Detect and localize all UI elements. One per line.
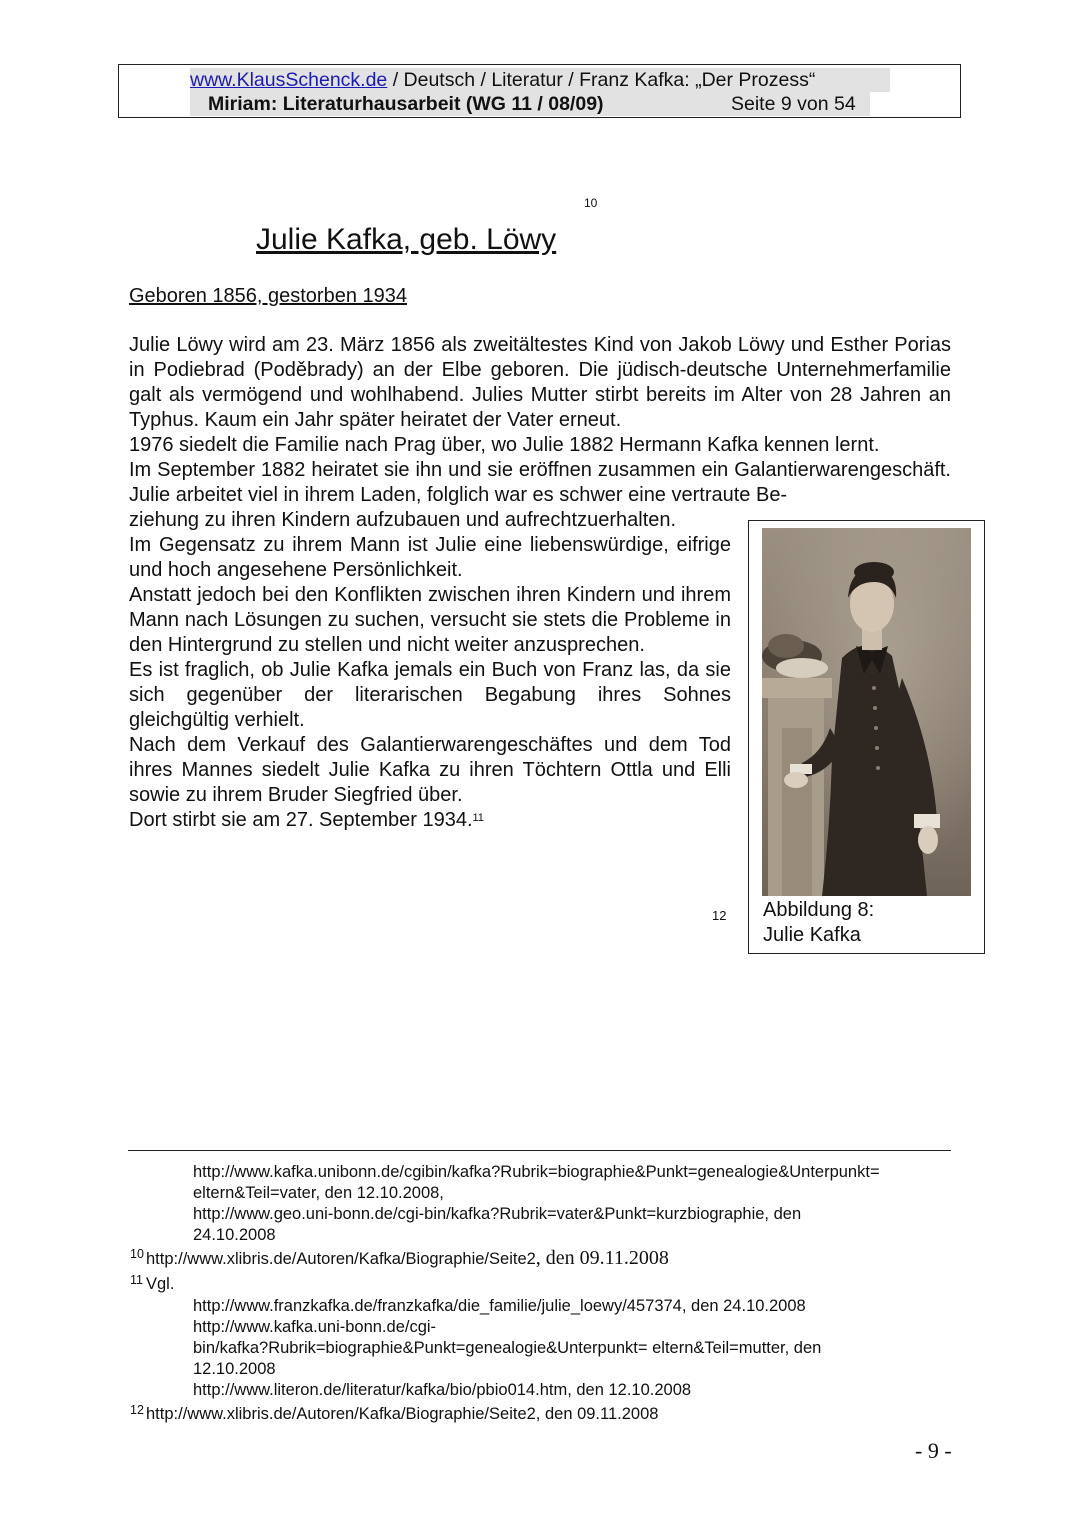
paragraph-7: Nach dem Verkauf des Galantierwarengeschäftes und dem Tod ihres Mannes siedelt Julie Kafka zu ihren Töchtern Ottla und Elli sowie zu ihrem Bruder Siegfried über. [129, 734, 731, 806]
footnote-11-line-4: 12.10.2008 [193, 1360, 276, 1378]
paragraph-2: 1976 siedelt die Familie nach Prag über, wo Julie 1882 Hermann Kafka kennen lernt. [129, 434, 880, 456]
footnote-10-date: , den 09.11.2008 [535, 1247, 669, 1269]
paragraph-1: Julie Löwy wird am 23. März 1856 als zweitältestes Kind von Jakob Löwy und Esther Porias in Podiebrad (Poděbrady) an der Elbe geboren. Die jüdisch-deutsche Unternehmerfamilie galt als vermögend und wohlhabend. Julies Mutter stirbt bereits im Alter von 28 Jahren an Typhus. Kaum ein Jahr später heiratet der Vater erneut. [129, 334, 951, 431]
section-subtitle: Geboren 1856, gestorben 1934 [129, 285, 407, 307]
project-title: Miriam: Literaturhausarbeit (WG 11 / 08/09) [208, 93, 604, 115]
site-link[interactable]: www.KlausSchenck.de [190, 69, 388, 91]
footnote-number-11: 11 [130, 1273, 143, 1287]
paragraph-8 [129, 808, 731, 833]
paragraph-6: Es ist fraglich, ob Julie Kafka jemals ein Buch von Franz las, da sie sich gegenüber der literarischen Begabung ihres Sohnes gleichgültig verhielt. [129, 659, 731, 731]
footnote-cont-line-1: http://www.kafka.unibonn.de/cgibin/kafka?Rubrik=biographie&Punkt=genealogie&Unterpunkt= [193, 1163, 880, 1181]
title-footnote-ref[interactable]: 10 [584, 196, 598, 210]
figure-footnote-ref[interactable]: 12 [712, 908, 727, 923]
footnote-cont-line-4: 24.10.2008 [193, 1226, 276, 1244]
portrait-illustration [762, 528, 971, 896]
page-info: Seite 9 von 54 [731, 93, 856, 115]
footnote-cont-line-3: http://www.geo.uni-bonn.de/cgi-bin/kafka?Rubrik=vater&Punkt=kurzbiographie, den [193, 1205, 802, 1223]
header-line-1 [190, 68, 890, 92]
page-title: Julie Kafka, geb. Löwy [256, 223, 557, 256]
footnote-number-12: 12 [130, 1403, 144, 1417]
paragraph-5: Anstatt jedoch bei den Konflikten zwischen ihren Kindern und ihrem Mann nach Lösungen zu suchen, versucht sie stets die Probleme in den Hintergrund zu stellen und nicht weiter anzusprechen. [129, 584, 731, 656]
paragraph-3b: ziehung zu ihren Kindern aufzubauen und aufrechtzuerhalten. [129, 509, 677, 531]
header-path: / Deutsch / Literatur / Franz Kafka: „Der Prozess“ [387, 69, 816, 91]
footnote-11-line-5[interactable]: http://www.literon.de/literatur/kafka/bio/pbio014.htm, den 12.10.2008 [193, 1381, 692, 1399]
footnote-11-line-2[interactable]: http://www.kafka.uni-bonn.de/cgi- [193, 1318, 437, 1336]
page-number: - 9 - [915, 1438, 952, 1463]
paragraph-8-text: Dort stirbt sie am 27. September 1934. [129, 809, 473, 831]
header-line-2 [190, 92, 870, 116]
paragraph-4: Im Gegensatz zu ihrem Mann ist Julie eine liebenswürdige, eifrige und hoch angesehene Persönlichkeit. [129, 534, 731, 581]
footnote-10 [146, 1248, 669, 1270]
footnote-ref-11[interactable]: 11 [472, 812, 484, 824]
footnote-11-line-3: bin/kafka?Rubrik=biographie&Punkt=genealogie&Unterpunkt= eltern&Teil=mutter, den [193, 1339, 822, 1357]
figure-caption [763, 898, 874, 948]
footnote-11-label: Vgl. [146, 1275, 175, 1293]
footnote-10-url[interactable]: http://www.xlibris.de/Autoren/Kafka/Biographie/Seite2 [146, 1250, 536, 1268]
figure-caption-line-2: Julie Kafka [763, 924, 861, 946]
paragraph-3a: Im September 1882 heiratet sie ihn und sie eröffnen zusammen ein Galantierwarengeschäft. Julie arbeitet viel in ihrem Laden, folglich war es schwer eine vertraute Be- [129, 459, 951, 506]
footnote-divider [128, 1150, 951, 1151]
footnote-12[interactable]: http://www.xlibris.de/Autoren/Kafka/Biographie/Seite2, den 09.11.2008 [146, 1405, 659, 1423]
portrait-photo [762, 528, 971, 896]
footnote-number-10: 10 [130, 1247, 144, 1261]
footnote-cont-line-2: eltern&Teil=vater, den 12.10.2008, [193, 1184, 444, 1202]
footnote-11-line-1[interactable]: http://www.franzkafka.de/franzkafka/die_familie/julie_loewy/457374, den 24.10.2008 [193, 1297, 806, 1315]
figure-caption-line-1: Abbildung 8: [763, 899, 875, 921]
